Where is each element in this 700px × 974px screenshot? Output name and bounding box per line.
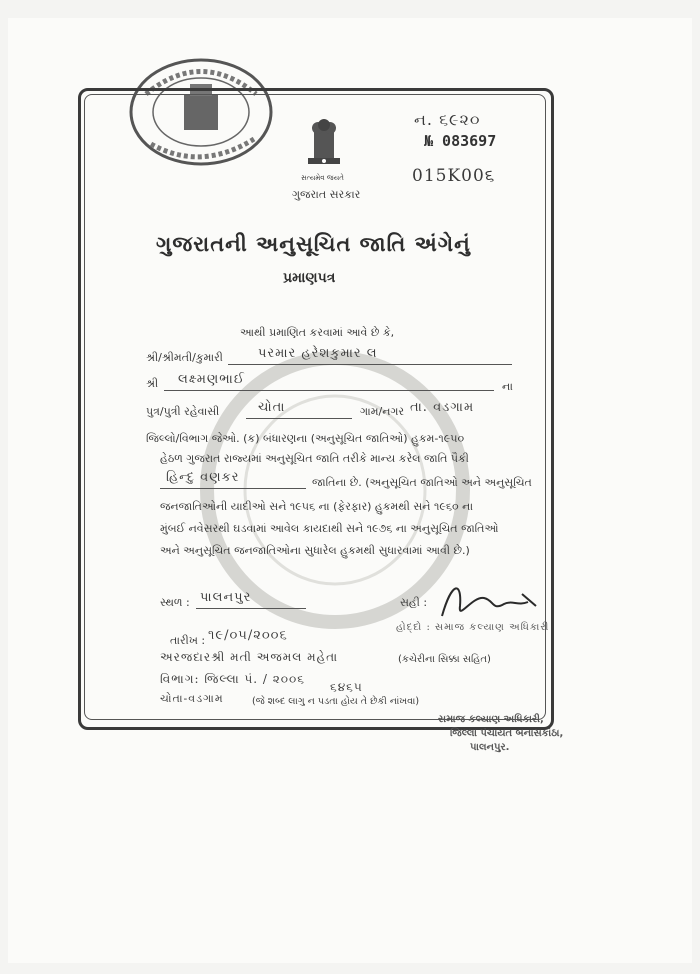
signature-label: સહી : — [400, 596, 428, 609]
officer-stamp-line-2: જિલ્લા પંચાયત બનાસકાંઠા, — [450, 728, 564, 739]
date-value: ૧૯/૦૫/૨૦૦૬ — [208, 628, 288, 643]
applicant-handwritten: અરજદારશ્રી મતી અજમલ મહેતા — [160, 650, 339, 664]
handwritten-reference: 015K00૬ — [412, 166, 496, 186]
para-line-3: જાતિના છે. (અનુસૂચિત જાતિઓ અને અનુસૂચિત — [312, 476, 532, 489]
state-emblem-icon — [300, 118, 348, 172]
officer-signature — [432, 576, 542, 626]
strike-out-note: (જે શબ્દ લાગુ ન પડતા હોય તે છેકી નાંખવા) — [252, 696, 420, 707]
officer-stamp-line-1: સમાજ કલ્યાણ અધિકારી, — [438, 714, 544, 725]
name-value: પરમાર હરેશકુમાર લ — [258, 346, 378, 361]
note-handwritten: ચોતા-વડગામ — [160, 692, 224, 705]
intro-text: આથી પ્રમાણિત કરવામાં આવે છે કે, — [240, 326, 395, 339]
father-label: શ્રી — [146, 377, 159, 390]
village-label: ગામ/નગર — [360, 405, 405, 418]
para-line-6: અને અનુસૂચિત જનજાતિઓના સુધારેલ હુકમથી સુધારવામાં આવી છે.) — [160, 544, 470, 557]
certificate-title: ગુજરાતની અનુસૂચિત જાતિ અંગેનું — [156, 232, 471, 256]
place-label: સ્થળ : — [160, 596, 190, 609]
certificate-subtitle: પ્રમાણપત્ર — [283, 270, 336, 286]
date-label: તારીખ : — [170, 634, 206, 647]
emblem-motto: સત્યમેવ જયતે — [301, 174, 344, 182]
handwritten-number: ન. ૬૯૨૦ — [414, 110, 481, 129]
para-line-1: જિલ્લો/વિભાગ જેઓ. (ક) બંધારણના (અનુસૂચિત જાતિઓ) હુકમ-૧૯૫૦ — [146, 432, 465, 445]
officer-stamp-line-3: પાલનપુર. — [470, 742, 510, 753]
name-label: શ્રી/શ્રીમતી/કુમારી — [146, 351, 223, 364]
para-line-5: મુંબઈ નવેસરથી ઘડવામાં આવેલ કાયદાથી સને ૧૯૭૬ ના અનુસૂચિત જાતિઓ — [160, 522, 499, 535]
department-handwritten: વિભાગ: જિલ્લા પં. / ૨૦૦૬ — [160, 672, 305, 686]
residence-label: પુત્ર/પુત્રી રહેવાસી — [146, 405, 220, 418]
caste-value: હિન્દુ વણકર — [166, 470, 240, 485]
para-line-2: હેઠળ ગુજરાત રાજ્યમાં અનુસૂચિત જાતિ તરીકે માન્ય કરેલ જાતિ પૈકી — [160, 452, 469, 465]
watermark-seal — [200, 350, 470, 630]
father-value: લક્ષ્મણભાઈ — [178, 372, 245, 387]
handwritten-digits: ૬૪૬૫ — [330, 680, 363, 694]
office-seal-label: (કચેરીના સિક્કા સહિત) — [398, 654, 491, 665]
father-suffix: ના — [502, 380, 513, 393]
para-line-4: જનજાતિઓની યાદીઓ સને ૧૯૫૬ ના (ફેરફાર) હુકમથી સને ૧૯૬૦ ના — [160, 500, 474, 513]
place-value: પાલનપુર — [200, 590, 252, 605]
residence-value: ચોતા — [258, 400, 286, 415]
serial-number: № 083697 — [424, 132, 497, 150]
taluka-value: તા. વડગામ — [410, 400, 475, 415]
government-name: ગુજરાત સરકાર — [292, 188, 361, 201]
designation-handwritten: હોદ્દો : સમાજ કલ્યાણ અધિકારી — [396, 622, 550, 633]
